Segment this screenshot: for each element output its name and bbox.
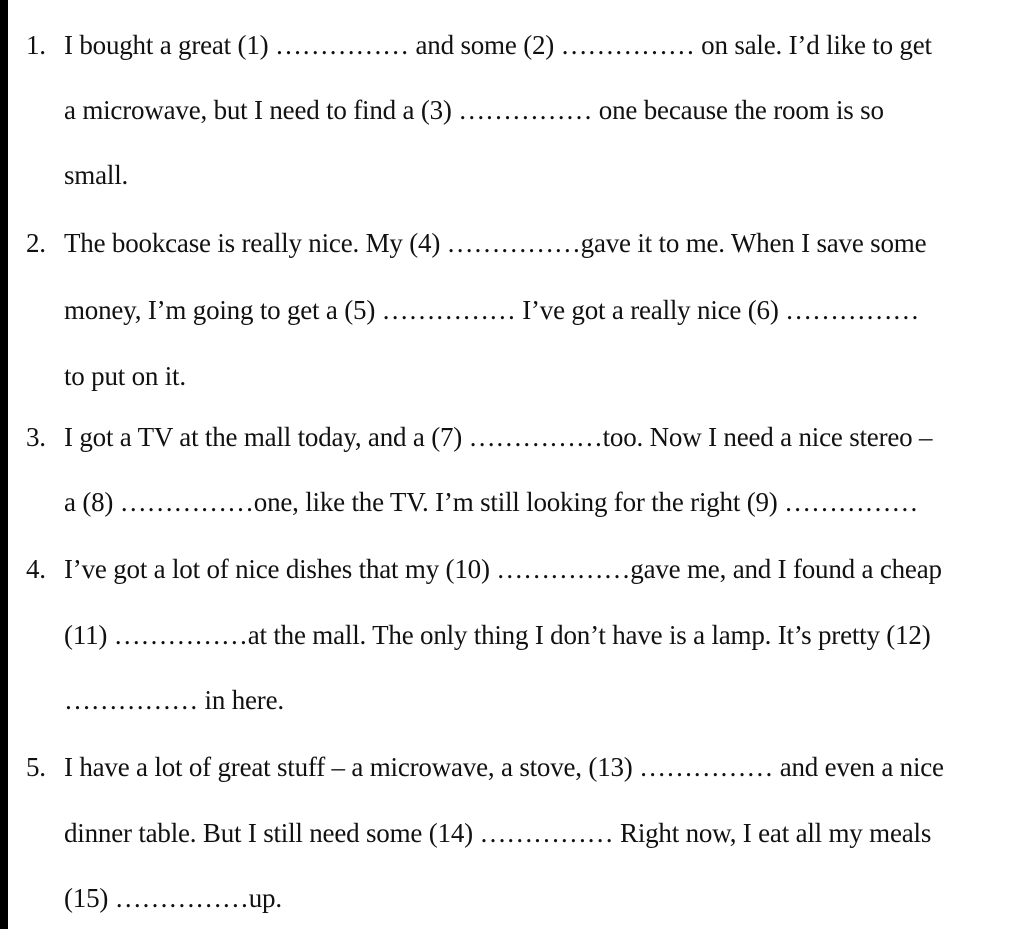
item-1-text-1: I bought a great (1) …………… and some (2) …………… on sale. I’d like to get [64, 30, 932, 60]
item-5-text-2: dinner table. But I still need some (14) …………… Right now, I eat all my meals [64, 818, 932, 848]
item-3-text-2: a (8) ……………one, like the TV. I’m still looking for the right (9) …………… [64, 487, 919, 517]
item-3-line-2 [64, 485, 1008, 519]
item-4-text-3: …………… in here. [64, 685, 284, 715]
item-4-number: 4. [26, 554, 46, 584]
item-2-text-1: The bookcase is really nice. My (4) ……………gave it to me. When I save some [64, 228, 927, 258]
item-4-line-2 [64, 618, 1008, 652]
item-5-line-2 [64, 816, 1008, 850]
item-2-line-1 [26, 226, 1008, 260]
item-2-text-3: to put on it. [64, 361, 186, 391]
item-1-line-3 [64, 158, 1008, 192]
item-2-line-2 [64, 293, 1008, 327]
item-2-number: 2. [26, 228, 46, 258]
item-1-line-2 [64, 93, 1008, 127]
item-4-line-1 [26, 552, 1008, 586]
item-1-text-2: a microwave, but I need to find a (3) …………… one because the room is so [64, 95, 884, 125]
item-4-text-2: (11) ……………at the mall. The only thing I don’t have is a lamp. It’s pretty (12) [64, 620, 931, 650]
item-1-number: 1. [26, 30, 46, 60]
item-1-text-3: small. [64, 160, 129, 190]
item-5-text-1: I have a lot of great stuff – a microwave, a stove, (13) …………… and even a nice [64, 752, 944, 782]
item-2-text-2: money, I’m going to get a (5) …………… I’ve got a really nice (6) …………… [64, 295, 920, 325]
item-3-line-1 [26, 420, 1008, 454]
item-5-line-1 [26, 750, 1008, 784]
item-3-text-1: I got a TV at the mall today, and a (7) ……………too. Now I need a nice stereo – [64, 422, 933, 452]
item-5-text-3: (15) ……………up. [64, 883, 282, 913]
item-5-number: 5. [26, 752, 46, 782]
item-4-text-1: I’ve got a lot of nice dishes that my (10) ……………gave me, and I found a cheap [64, 554, 942, 584]
item-5-line-3 [64, 881, 1008, 915]
item-3-number: 3. [26, 422, 46, 452]
item-4-line-3 [64, 683, 1008, 717]
item-1-line-1 [26, 28, 1008, 62]
item-2-line-3 [64, 359, 1008, 393]
